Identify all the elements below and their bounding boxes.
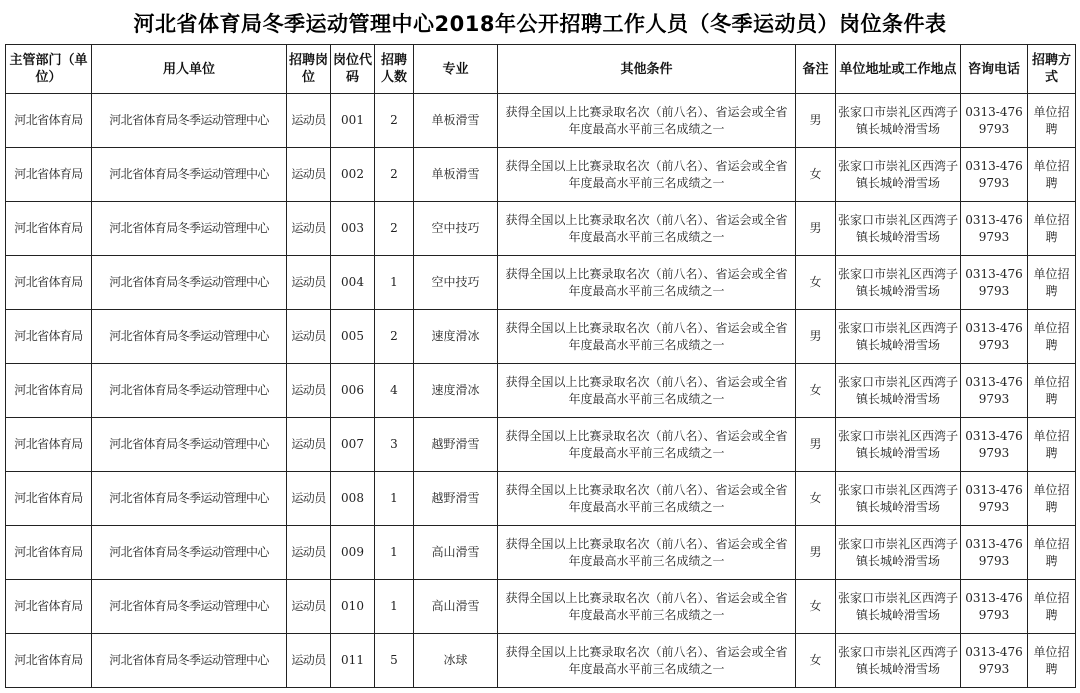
cell-dept: 河北省体育局 — [6, 526, 92, 580]
cell-major: 单板滑雪 — [414, 94, 498, 148]
cell-note: 女 — [796, 580, 836, 634]
cell-dept: 河北省体育局 — [6, 580, 92, 634]
cell-post: 运动员 — [287, 310, 331, 364]
cell-phone: 0313-4769793 — [961, 526, 1028, 580]
table-row — [6, 526, 1076, 580]
cell-method: 单位招聘 — [1028, 526, 1076, 580]
cell-major: 高山滑雪 — [414, 526, 498, 580]
cell-address: 张家口市崇礼区西湾子镇长城岭滑雪场 — [836, 580, 961, 634]
cell-major: 速度滑冰 — [414, 310, 498, 364]
cell-unit: 河北省体育局冬季运动管理中心 — [92, 202, 287, 256]
cell-major: 速度滑冰 — [414, 364, 498, 418]
cell-code: 001 — [331, 94, 375, 148]
cell-post: 运动员 — [287, 526, 331, 580]
cell-major: 冰球 — [414, 634, 498, 688]
cell-note: 男 — [796, 418, 836, 472]
table-row — [6, 580, 1076, 634]
cell-address: 张家口市崇礼区西湾子镇长城岭滑雪场 — [836, 202, 961, 256]
cell-conditions: 获得全国以上比赛录取名次（前八名）、省运会或全省年度最高水平前三名成绩之一 — [498, 526, 796, 580]
cell-conditions: 获得全国以上比赛录取名次（前八名）、省运会或全省年度最高水平前三名成绩之一 — [498, 310, 796, 364]
cell-phone: 0313-4769793 — [961, 148, 1028, 202]
cell-phone: 0313-4769793 — [961, 580, 1028, 634]
column-header-address: 单位地址或工作地点 — [836, 45, 961, 94]
cell-address: 张家口市崇礼区西湾子镇长城岭滑雪场 — [836, 472, 961, 526]
cell-phone: 0313-4769793 — [961, 364, 1028, 418]
cell-major: 空中技巧 — [414, 202, 498, 256]
cell-note: 女 — [796, 634, 836, 688]
cell-note: 男 — [796, 526, 836, 580]
cell-unit: 河北省体育局冬季运动管理中心 — [92, 580, 287, 634]
cell-method: 单位招聘 — [1028, 310, 1076, 364]
cell-post: 运动员 — [287, 256, 331, 310]
cell-count: 2 — [375, 202, 414, 256]
cell-conditions: 获得全国以上比赛录取名次（前八名）、省运会或全省年度最高水平前三名成绩之一 — [498, 418, 796, 472]
cell-post: 运动员 — [287, 364, 331, 418]
cell-phone: 0313-4769793 — [961, 94, 1028, 148]
cell-method: 单位招聘 — [1028, 418, 1076, 472]
cell-dept: 河北省体育局 — [6, 94, 92, 148]
cell-code: 002 — [331, 148, 375, 202]
cell-count: 4 — [375, 364, 414, 418]
cell-dept: 河北省体育局 — [6, 472, 92, 526]
cell-post: 运动员 — [287, 472, 331, 526]
column-header-note: 备注 — [796, 45, 836, 94]
cell-unit: 河北省体育局冬季运动管理中心 — [92, 94, 287, 148]
column-header-dept: 主管部门（单位） — [6, 45, 92, 94]
column-header-unit: 用人单位 — [92, 45, 287, 94]
cell-method: 单位招聘 — [1028, 94, 1076, 148]
table-row — [6, 202, 1076, 256]
cell-major: 越野滑雪 — [414, 418, 498, 472]
cell-address: 张家口市崇礼区西湾子镇长城岭滑雪场 — [836, 634, 961, 688]
cell-dept: 河北省体育局 — [6, 364, 92, 418]
cell-conditions: 获得全国以上比赛录取名次（前八名）、省运会或全省年度最高水平前三名成绩之一 — [498, 148, 796, 202]
cell-dept: 河北省体育局 — [6, 256, 92, 310]
cell-unit: 河北省体育局冬季运动管理中心 — [92, 472, 287, 526]
table-row — [6, 256, 1076, 310]
column-header-phone: 咨询电话 — [961, 45, 1028, 94]
table-row — [6, 148, 1076, 202]
cell-post: 运动员 — [287, 94, 331, 148]
cell-count: 2 — [375, 310, 414, 364]
cell-unit: 河北省体育局冬季运动管理中心 — [92, 364, 287, 418]
cell-phone: 0313-4769793 — [961, 202, 1028, 256]
cell-count: 5 — [375, 634, 414, 688]
cell-count: 1 — [375, 472, 414, 526]
cell-note: 女 — [796, 256, 836, 310]
cell-code: 010 — [331, 580, 375, 634]
cell-method: 单位招聘 — [1028, 580, 1076, 634]
cell-post: 运动员 — [287, 202, 331, 256]
cell-method: 单位招聘 — [1028, 634, 1076, 688]
cell-conditions: 获得全国以上比赛录取名次（前八名）、省运会或全省年度最高水平前三名成绩之一 — [498, 580, 796, 634]
table-row — [6, 634, 1076, 688]
cell-note: 女 — [796, 364, 836, 418]
cell-count: 1 — [375, 256, 414, 310]
cell-count: 3 — [375, 418, 414, 472]
cell-address: 张家口市崇礼区西湾子镇长城岭滑雪场 — [836, 256, 961, 310]
cell-note: 男 — [796, 202, 836, 256]
cell-address: 张家口市崇礼区西湾子镇长城岭滑雪场 — [836, 148, 961, 202]
table-row — [6, 418, 1076, 472]
cell-address: 张家口市崇礼区西湾子镇长城岭滑雪场 — [836, 526, 961, 580]
cell-code: 004 — [331, 256, 375, 310]
column-header-post: 招聘岗位 — [287, 45, 331, 94]
cell-dept: 河北省体育局 — [6, 202, 92, 256]
table-row — [6, 94, 1076, 148]
cell-code: 011 — [331, 634, 375, 688]
cell-note: 女 — [796, 472, 836, 526]
cell-address: 张家口市崇礼区西湾子镇长城岭滑雪场 — [836, 94, 961, 148]
cell-count: 1 — [375, 526, 414, 580]
cell-conditions: 获得全国以上比赛录取名次（前八名）、省运会或全省年度最高水平前三名成绩之一 — [498, 634, 796, 688]
cell-unit: 河北省体育局冬季运动管理中心 — [92, 634, 287, 688]
cell-post: 运动员 — [287, 148, 331, 202]
cell-dept: 河北省体育局 — [6, 634, 92, 688]
document-title: 河北省体育局冬季运动管理中心2018年公开招聘工作人员（冬季运动员）岗位条件表 — [133, 12, 947, 36]
cell-conditions: 获得全国以上比赛录取名次（前八名）、省运会或全省年度最高水平前三名成绩之一 — [498, 472, 796, 526]
cell-note: 女 — [796, 148, 836, 202]
cell-unit: 河北省体育局冬季运动管理中心 — [92, 418, 287, 472]
cell-major: 越野滑雪 — [414, 472, 498, 526]
column-header-code: 岗位代码 — [331, 45, 375, 94]
cell-conditions: 获得全国以上比赛录取名次（前八名）、省运会或全省年度最高水平前三名成绩之一 — [498, 202, 796, 256]
cell-address: 张家口市崇礼区西湾子镇长城岭滑雪场 — [836, 418, 961, 472]
cell-method: 单位招聘 — [1028, 364, 1076, 418]
cell-unit: 河北省体育局冬季运动管理中心 — [92, 148, 287, 202]
header-row — [6, 45, 1076, 94]
cell-major: 空中技巧 — [414, 256, 498, 310]
column-header-conditions: 其他条件 — [498, 45, 796, 94]
cell-method: 单位招聘 — [1028, 202, 1076, 256]
cell-conditions: 获得全国以上比赛录取名次（前八名）、省运会或全省年度最高水平前三名成绩之一 — [498, 364, 796, 418]
cell-code: 008 — [331, 472, 375, 526]
cell-major: 单板滑雪 — [414, 148, 498, 202]
position-table — [5, 44, 1076, 688]
cell-major: 高山滑雪 — [414, 580, 498, 634]
cell-code: 007 — [331, 418, 375, 472]
cell-note: 男 — [796, 94, 836, 148]
cell-code: 003 — [331, 202, 375, 256]
cell-conditions: 获得全国以上比赛录取名次（前八名）、省运会或全省年度最高水平前三名成绩之一 — [498, 256, 796, 310]
cell-post: 运动员 — [287, 634, 331, 688]
cell-phone: 0313-4769793 — [961, 256, 1028, 310]
cell-dept: 河北省体育局 — [6, 310, 92, 364]
column-header-major: 专业 — [414, 45, 498, 94]
cell-unit: 河北省体育局冬季运动管理中心 — [92, 526, 287, 580]
cell-unit: 河北省体育局冬季运动管理中心 — [92, 256, 287, 310]
cell-method: 单位招聘 — [1028, 148, 1076, 202]
cell-count: 2 — [375, 94, 414, 148]
cell-count: 1 — [375, 580, 414, 634]
cell-address: 张家口市崇礼区西湾子镇长城岭滑雪场 — [836, 310, 961, 364]
cell-conditions: 获得全国以上比赛录取名次（前八名）、省运会或全省年度最高水平前三名成绩之一 — [498, 94, 796, 148]
column-header-method: 招聘方式 — [1028, 45, 1076, 94]
cell-unit: 河北省体育局冬季运动管理中心 — [92, 310, 287, 364]
cell-post: 运动员 — [287, 418, 331, 472]
cell-phone: 0313-4769793 — [961, 418, 1028, 472]
cell-count: 2 — [375, 148, 414, 202]
cell-phone: 0313-4769793 — [961, 472, 1028, 526]
cell-phone: 0313-4769793 — [961, 634, 1028, 688]
cell-method: 单位招聘 — [1028, 472, 1076, 526]
table-row — [6, 310, 1076, 364]
cell-dept: 河北省体育局 — [6, 418, 92, 472]
cell-note: 男 — [796, 310, 836, 364]
table-row — [6, 472, 1076, 526]
table-body — [6, 94, 1076, 688]
cell-post: 运动员 — [287, 580, 331, 634]
cell-code: 005 — [331, 310, 375, 364]
cell-code: 006 — [331, 364, 375, 418]
cell-code: 009 — [331, 526, 375, 580]
cell-address: 张家口市崇礼区西湾子镇长城岭滑雪场 — [836, 364, 961, 418]
cell-method: 单位招聘 — [1028, 256, 1076, 310]
cell-dept: 河北省体育局 — [6, 148, 92, 202]
column-header-count: 招聘人数 — [375, 45, 414, 94]
cell-phone: 0313-4769793 — [961, 310, 1028, 364]
table-row — [6, 364, 1076, 418]
